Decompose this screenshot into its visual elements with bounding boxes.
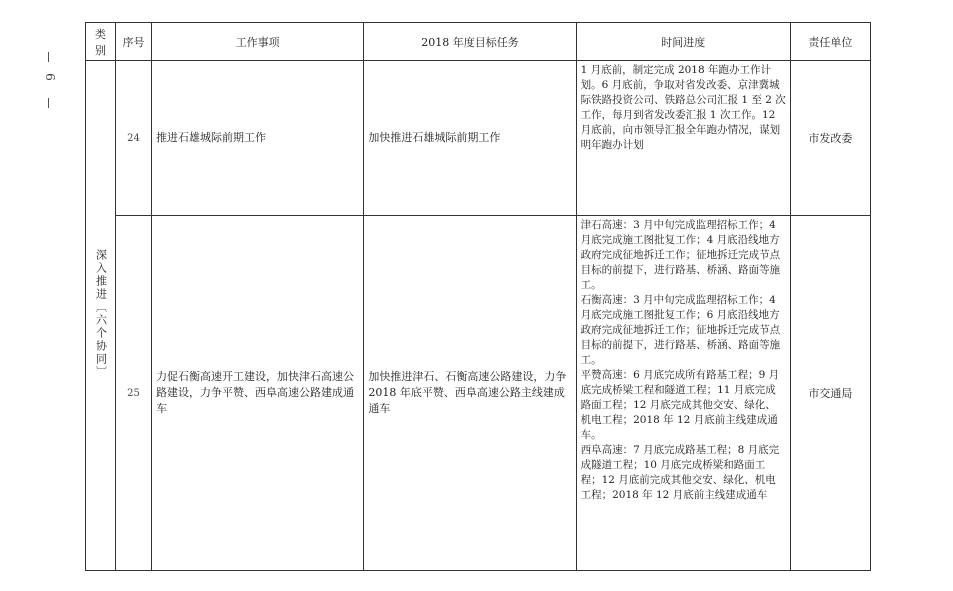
category-cell [86,61,116,571]
responsible-department: 市发改委 [790,61,870,216]
page-number-dash-top [48,52,49,62]
annual-target: 加快推进津石、石衡高速公路建设，力争 2018 年底平赞、西阜高速公路主线建成通车 [364,216,576,571]
work-item: 力促石衡高速开工建设，加快津石高速公路建设，力争平赞、西阜高速公路建成通车 [152,216,364,571]
header-number: 序号 [116,23,152,61]
page-number [38,52,62,112]
work-item: 推进石雄城际前期工作 [152,61,364,216]
header-schedule: 时间进度 [576,23,790,61]
work-plan-table [85,22,871,571]
row-number: 24 [116,61,152,216]
schedule-text: 西阜高速：7 月底完成路基工程；8 月底完成隧道工程；10 月底完成桥梁和路面工程；12 月底前完成其他交安、绿化、机电工程；2018 年 12 月底前主线建成通车 [580,444,780,501]
table-row [86,216,871,571]
schedule-text: 津石高速：3 月中旬完成监理招标工作；4 月底完成施工图批复工作；4 月底沿线地方政府完成征地拆迁工作；征地拆迁完成节点目标的前提下，进行路基、桥涵、路面等施工。 [580,219,781,291]
header-category: 类别 [86,23,116,61]
header-department: 责任单位 [790,23,870,61]
table-row [86,61,871,216]
category-label: 深入推进〔六个协同〕 [94,249,108,379]
responsible-department: 市交通局 [790,216,870,571]
row-number: 25 [116,216,152,571]
schedule-text: 平赞高速：6 月底完成所有路基工程；9 月底完成桥梁工程和隧道工程；11 月底完成路面工程；12 月底完成其他交安、绿化、机电工程；2018 年 12 月底前主线建成通车。 [580,369,780,441]
schedule-text: 1 月底前，制定完成 2018 年跑办工作计划。6 月底前，争取对省发改委、京津冀城际铁路投资公司、铁路总公司汇报 1 至 2 次工作，每月到省发改委汇报 1 次工作。12 月底前，向市领导汇报全年跑办情况，谋划明年跑办计划 [580,64,786,151]
header-item: 工作事项 [152,23,364,61]
page-number-text: 6 [43,73,57,81]
table-header-row [86,23,871,61]
schedule-cell [576,61,790,216]
page-number-dash-bottom [48,98,49,108]
schedule-text: 石衡高速：3 月中旬完成监理招标工作；4 月底完成施工图批复工作；6 月底沿线地方政府完成征地拆迁工作；征地拆迁完成节点目标的前提下，进行路基、桥涵、路面等施工。 [580,294,781,366]
schedule-cell [576,216,790,571]
annual-target: 加快推进石雄城际前期工作 [364,61,576,216]
header-target: 2018 年度目标任务 [364,23,576,61]
